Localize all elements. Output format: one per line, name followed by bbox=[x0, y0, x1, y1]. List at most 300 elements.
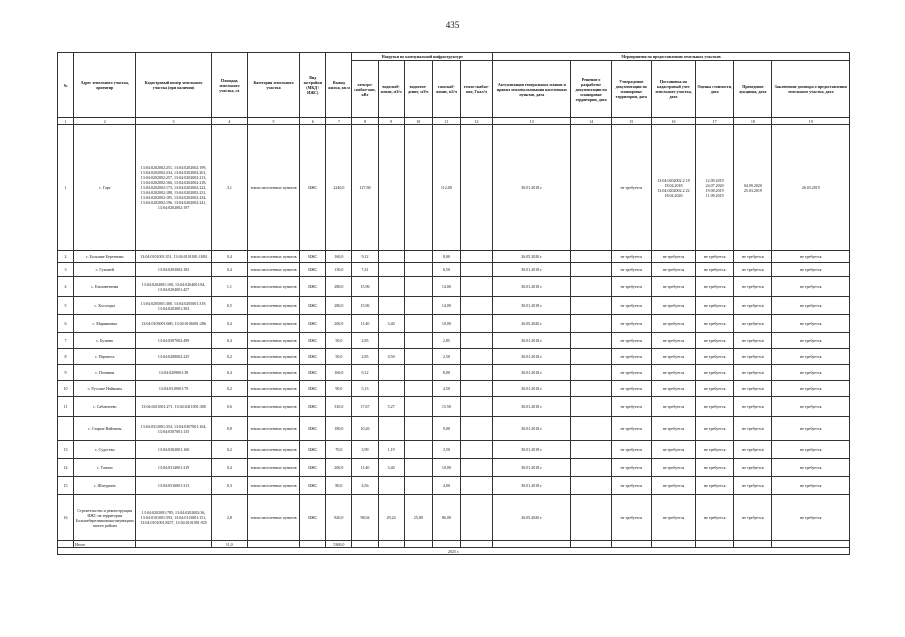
row-number: 6 bbox=[58, 315, 74, 333]
header-col-2: Адрес земельного участка, ориентир bbox=[74, 53, 136, 118]
contract-date: не требуется bbox=[772, 297, 850, 315]
water-supply bbox=[378, 381, 404, 397]
planning-decision bbox=[571, 397, 611, 417]
water-disposal bbox=[404, 263, 432, 277]
table-row bbox=[58, 365, 850, 381]
valuation-date: не требуется bbox=[696, 333, 734, 349]
planning-decision bbox=[571, 333, 611, 349]
water-supply bbox=[378, 263, 404, 277]
cadastral-registration: не требуется bbox=[651, 365, 695, 381]
heat-supply bbox=[460, 477, 492, 495]
water-disposal bbox=[404, 349, 432, 365]
cadastral-registration: не требуется bbox=[651, 251, 695, 263]
water-supply bbox=[378, 477, 404, 495]
auction-date: 04.09.2020 25.03.2019 bbox=[734, 125, 772, 251]
header-col-18: Проведение аукциона, дата bbox=[734, 61, 772, 118]
water-supply: 3,40 bbox=[378, 459, 404, 477]
header-col-15: Утверждение документации по планировке территории, дата bbox=[611, 61, 651, 118]
column-number-row bbox=[58, 118, 850, 125]
area: 0,4 bbox=[211, 263, 247, 277]
row-number bbox=[58, 417, 74, 441]
water-supply bbox=[378, 125, 404, 251]
header-col-3: Кадастровый номер земельного участка (при наличии) bbox=[136, 53, 211, 118]
address: Строительство и реконструкция ИЖС на территории Большеберезниковскогомуниципального района bbox=[74, 495, 136, 541]
building-type: ИЖС bbox=[300, 263, 326, 277]
valuation-date: не требуется bbox=[696, 315, 734, 333]
header-col-14: Решение о разработке документации по планировке территории, дата bbox=[571, 61, 611, 118]
water-supply bbox=[378, 251, 404, 263]
cadastral-number: 13:04:0202001:785, 13:04:0202002:36, 13:04:0101001:593, 13:04:0113001:151, 13:04:0101001:8257, 13:04:0101001:925 bbox=[136, 495, 211, 541]
column-number: 13 bbox=[493, 118, 571, 125]
area: 0,4 bbox=[211, 315, 247, 333]
valuation-date: не требуется bbox=[696, 459, 734, 477]
auction-date: не требуется bbox=[734, 477, 772, 495]
cadastral-number: 13:04:0209001:38 bbox=[136, 365, 211, 381]
planning-approval: не требуется bbox=[611, 297, 651, 315]
cadastral-registration: не требуется bbox=[651, 263, 695, 277]
address: с. Бузаево bbox=[74, 333, 136, 349]
general-plan-date: 30.01.2018 г. bbox=[493, 441, 571, 459]
gas-supply: 14,00 bbox=[432, 277, 460, 297]
land-category: земли населенных пунктов bbox=[247, 297, 299, 315]
housing-output: 90,0 bbox=[326, 381, 352, 397]
water-disposal bbox=[404, 333, 432, 349]
housing-output: 200,0 bbox=[326, 459, 352, 477]
planning-approval: не требуется bbox=[611, 125, 651, 251]
land-category: земли населенных пунктов bbox=[247, 459, 299, 477]
header-group-infra: Нагрузки по коммунальной инфраструктуре bbox=[352, 53, 493, 61]
area: 3,1 bbox=[211, 125, 247, 251]
row-number: 2 bbox=[58, 251, 74, 263]
electricity: 127,68 bbox=[352, 125, 378, 251]
address: с. Русские Найманы bbox=[74, 381, 136, 397]
water-disposal bbox=[404, 315, 432, 333]
contract-date: не требуется bbox=[772, 333, 850, 349]
contract-date: не требуется bbox=[772, 381, 850, 397]
valuation-date: не требуется bbox=[696, 365, 734, 381]
header-col-19: Заключение договора о предоставлении земельного участка, дата bbox=[772, 61, 850, 118]
contract-date: не требуется bbox=[772, 251, 850, 263]
general-plan-date: 30.01.2018 г. bbox=[493, 365, 571, 381]
area: 0,4 bbox=[211, 365, 247, 381]
year-row bbox=[58, 548, 850, 555]
gas-supply: 4,50 bbox=[432, 381, 460, 397]
header-col-17: Оценка стоимости, дата bbox=[696, 61, 734, 118]
cadastral-number: 13:04:0202002:251, 13:04:0202002:199, 13:04:0202002:234, 13:04:0202002:201, 13:04:0202002:257, 13:04:0202002:213, 13:04:0202002:166, 13:04:0202002:218, 13:04:0202002:173, 13:04:0202002:222, 13:04:0202002:188, 13:04:0202002:231, 13:04:0202002:185, 13:04:0202002:234, 13:04:0202002:196, 13:04:0202002:241, 13:04:0202002:197 bbox=[136, 125, 211, 251]
column-number: 14 bbox=[571, 118, 611, 125]
heat-supply bbox=[460, 441, 492, 459]
land-category: земли населенных пунктов bbox=[247, 441, 299, 459]
contract-date: не требуется bbox=[772, 459, 850, 477]
gas-supply: 8,00 bbox=[432, 251, 460, 263]
planning-approval: не требуется bbox=[611, 495, 651, 541]
address: с. Большие Березники bbox=[74, 251, 136, 263]
cadastral-number: 13:04:0316001:313 bbox=[136, 477, 211, 495]
building-type: ИЖС bbox=[300, 297, 326, 315]
column-number: 2 bbox=[74, 118, 136, 125]
contract-date: не требуется bbox=[772, 495, 850, 541]
area: 0,4 bbox=[211, 251, 247, 263]
header-group-events: Мероприятия по предоставлению земельных участков bbox=[493, 53, 850, 61]
table-row bbox=[58, 251, 850, 263]
planning-approval: не требуется bbox=[611, 263, 651, 277]
housing-output: 160,0 bbox=[326, 251, 352, 263]
table-row bbox=[58, 477, 850, 495]
header-col-10: водоотве-дение, м3/ч bbox=[404, 61, 432, 118]
general-plan-date: 30.01.2018 г. bbox=[493, 333, 571, 349]
planning-approval: не требуется bbox=[611, 251, 651, 263]
gas-supply: 4,00 bbox=[432, 477, 460, 495]
land-category: земли населенных пунктов bbox=[247, 263, 299, 277]
address: с. Починки bbox=[74, 365, 136, 381]
auction-date: не требуется bbox=[734, 441, 772, 459]
column-number: 1 bbox=[58, 118, 74, 125]
building-type: ИЖС bbox=[300, 477, 326, 495]
general-plan-date: 30.01.2018 г. bbox=[493, 349, 571, 365]
column-number: 6 bbox=[300, 118, 326, 125]
header-col-12: тепло-снабже-ние, Гкал/ч bbox=[460, 61, 492, 118]
header-col-8: электро-снабже-ние, кВт bbox=[352, 61, 378, 118]
column-number: 15 bbox=[611, 118, 651, 125]
column-number: 8 bbox=[352, 118, 378, 125]
auction-date: не требуется bbox=[734, 263, 772, 277]
auction-date: не требуется bbox=[734, 333, 772, 349]
general-plan-date: 30.01.2018 г. bbox=[493, 277, 571, 297]
gas-supply: 86,00 bbox=[432, 495, 460, 541]
cadastral-registration: не требуется bbox=[651, 495, 695, 541]
contract-date: 26.03.2019 bbox=[772, 125, 850, 251]
row-number: 10 bbox=[58, 381, 74, 397]
water-disposal bbox=[404, 277, 432, 297]
water-disposal bbox=[404, 477, 432, 495]
land-category: земли населенных пунктов bbox=[247, 315, 299, 333]
water-supply bbox=[378, 365, 404, 381]
area: 0,4 bbox=[211, 333, 247, 349]
area: 0,2 bbox=[211, 441, 247, 459]
area: 2,8 bbox=[211, 495, 247, 541]
water-supply bbox=[378, 277, 404, 297]
column-number: 3 bbox=[136, 118, 211, 125]
table-body bbox=[58, 125, 850, 541]
contract-date: не требуется bbox=[772, 263, 850, 277]
area: 0,8 bbox=[211, 417, 247, 441]
building-type: ИЖС bbox=[300, 251, 326, 263]
cadastral-registration: 13:04:0202002:2 18 18.04.2018 13:04:0202002:2 22 18.04.2020 bbox=[651, 125, 695, 251]
auction-date: не требуется bbox=[734, 251, 772, 263]
row-number: 5 bbox=[58, 297, 74, 315]
heat-supply bbox=[460, 495, 492, 541]
building-type: ИЖС bbox=[300, 315, 326, 333]
address: с. Елизаветинка bbox=[74, 277, 136, 297]
building-type: ИЖС bbox=[300, 397, 326, 417]
cadastral-registration: не требуется bbox=[651, 315, 695, 333]
water-supply: 1,19 bbox=[378, 441, 404, 459]
general-plan-date: 30.01.2018 г. bbox=[493, 417, 571, 441]
auction-date: не требуется bbox=[734, 349, 772, 365]
water-supply: 29,24 bbox=[378, 495, 404, 541]
gas-supply: 8,00 bbox=[432, 365, 460, 381]
planning-approval: не требуется bbox=[611, 333, 651, 349]
valuation-date: 12.09.2019 24.07.2020 19.08.2019 11.09.2019 bbox=[696, 125, 734, 251]
cadastral-number: 13:04:0208002:225 bbox=[136, 349, 211, 365]
water-disposal bbox=[404, 441, 432, 459]
contract-date: не требуется bbox=[772, 477, 850, 495]
auction-date: не требуется bbox=[734, 417, 772, 441]
valuation-date: не требуется bbox=[696, 417, 734, 441]
column-number: 4 bbox=[211, 118, 247, 125]
electricity: 15,96 bbox=[352, 277, 378, 297]
water-supply bbox=[378, 333, 404, 349]
year-label: 2025 г. bbox=[58, 548, 850, 555]
row-number: 3 bbox=[58, 263, 74, 277]
column-number: 10 bbox=[404, 118, 432, 125]
area: 0,6 bbox=[211, 397, 247, 417]
gas-supply: 3,50 bbox=[432, 441, 460, 459]
auction-date: не требуется bbox=[734, 397, 772, 417]
auction-date: не требуется bbox=[734, 365, 772, 381]
address: с. Тазино bbox=[74, 459, 136, 477]
cadastral-registration: не требуется bbox=[651, 333, 695, 349]
table-row bbox=[58, 441, 850, 459]
general-plan-date: 30.01.2018 г. bbox=[493, 125, 571, 251]
general-plan-date: 26.05.2020 г. bbox=[493, 315, 571, 333]
row-number: 16 bbox=[58, 495, 74, 541]
header-col-7: Вывод жилья, кв.м bbox=[326, 53, 352, 118]
auction-date: не требуется bbox=[734, 495, 772, 541]
address: с. Шигурино bbox=[74, 477, 136, 495]
cadastral-number: 13:04:0302001:160 bbox=[136, 441, 211, 459]
header-col-6: Вид застройки (МКД / ИЖС) bbox=[300, 53, 326, 118]
building-type: ИЖС bbox=[300, 277, 326, 297]
planning-decision bbox=[571, 459, 611, 477]
housing-output: 50,0 bbox=[326, 333, 352, 349]
land-category: земли населенных пунктов bbox=[247, 125, 299, 251]
header-col-4: Площадь земельного участка, га bbox=[211, 53, 247, 118]
planning-decision bbox=[571, 297, 611, 315]
land-category: земли населенных пунктов bbox=[247, 381, 299, 397]
cadastral-registration: не требуется bbox=[651, 459, 695, 477]
electricity: 4,56 bbox=[352, 477, 378, 495]
heat-supply bbox=[460, 125, 492, 251]
land-category: земли населенных пунктов bbox=[247, 477, 299, 495]
valuation-date: не требуется bbox=[696, 397, 734, 417]
housing-output: 70,0 bbox=[326, 441, 352, 459]
row-number: 7 bbox=[58, 333, 74, 349]
row-number: 15 bbox=[58, 477, 74, 495]
housing-output: 130,0 bbox=[326, 263, 352, 277]
column-number: 9 bbox=[378, 118, 404, 125]
cadastral-number: 13:04:0411001:271, 13:04:0411001:300 bbox=[136, 397, 211, 417]
land-category: земли населенных пунктов bbox=[247, 251, 299, 263]
table-row bbox=[58, 417, 850, 441]
cadastral-registration: не требуется bbox=[651, 441, 695, 459]
column-number: 18 bbox=[734, 118, 772, 125]
planning-decision bbox=[571, 441, 611, 459]
heat-supply bbox=[460, 315, 492, 333]
building-type: ИЖС bbox=[300, 333, 326, 349]
planning-approval: не требуется bbox=[611, 365, 651, 381]
housing-output: 280,0 bbox=[326, 297, 352, 315]
building-type: ИЖС bbox=[300, 365, 326, 381]
cadastral-number: 13:04:0205001:300, 13:04:0205001:319, 13:04:0203001:303 bbox=[136, 297, 211, 315]
planning-decision bbox=[571, 417, 611, 441]
table-row bbox=[58, 495, 850, 541]
contract-date: не требуется bbox=[772, 349, 850, 365]
building-type: ИЖС bbox=[300, 459, 326, 477]
heat-supply bbox=[460, 459, 492, 477]
water-disposal bbox=[404, 459, 432, 477]
housing-output: 50,0 bbox=[326, 349, 352, 365]
electricity: 2,85 bbox=[352, 349, 378, 365]
heat-supply bbox=[460, 397, 492, 417]
header-col-13: Актуализация генеральных планов и правил землепользования населенных пунктов, дата bbox=[493, 61, 571, 118]
building-type: ИЖС bbox=[300, 125, 326, 251]
valuation-date: не требуется bbox=[696, 495, 734, 541]
address: с. Гарт bbox=[74, 125, 136, 251]
water-supply: 5,27 bbox=[378, 397, 404, 417]
address: с. Марьяновка bbox=[74, 315, 136, 333]
planning-approval: не требуется bbox=[611, 397, 651, 417]
water-supply: 3,40 bbox=[378, 315, 404, 333]
building-type: ИЖС bbox=[300, 381, 326, 397]
gas-supply: 112,00 bbox=[432, 125, 460, 251]
water-disposal bbox=[404, 297, 432, 315]
electricity: 9,12 bbox=[352, 365, 378, 381]
contract-date: не требуется bbox=[772, 397, 850, 417]
electricity: 2,85 bbox=[352, 333, 378, 349]
header-col-11: газоснаб-жение, м3/ч bbox=[432, 61, 460, 118]
gas-supply: 6,50 bbox=[432, 263, 460, 277]
water-supply bbox=[378, 297, 404, 315]
contract-date: не требуется bbox=[772, 365, 850, 381]
planning-decision bbox=[571, 477, 611, 495]
valuation-date: не требуется bbox=[696, 349, 734, 365]
total-area: 11,0 bbox=[211, 541, 247, 548]
building-type: ИЖС bbox=[300, 417, 326, 441]
heat-supply bbox=[460, 251, 492, 263]
water-supply: 0,50 bbox=[378, 349, 404, 365]
gas-supply: 10,00 bbox=[432, 459, 460, 477]
table-row bbox=[58, 459, 850, 477]
planning-approval: не требуется bbox=[611, 459, 651, 477]
total-label: Итого bbox=[74, 541, 136, 548]
land-plots-table bbox=[57, 52, 850, 555]
auction-date: не требуется bbox=[734, 459, 772, 477]
row-number: 8 bbox=[58, 349, 74, 365]
electricity: 10,26 bbox=[352, 417, 378, 441]
planning-approval: не требуется bbox=[611, 349, 651, 365]
cadastral-registration: не требуется bbox=[651, 381, 695, 397]
row-number: 1 bbox=[58, 125, 74, 251]
area: 1,1 bbox=[211, 277, 247, 297]
electricity: 98,04 bbox=[352, 495, 378, 541]
planning-decision bbox=[571, 125, 611, 251]
building-type: ИЖС bbox=[300, 349, 326, 365]
planning-decision bbox=[571, 315, 611, 333]
cadastral-registration: не требуется bbox=[651, 397, 695, 417]
planning-approval: не требуется bbox=[611, 441, 651, 459]
cadastral-number: 13:04:0310001:79 bbox=[136, 381, 211, 397]
cadastral-number: 13:04:0312001:354, 13:04:0307001:164, 13:04:0307001:135 bbox=[136, 417, 211, 441]
table-row bbox=[58, 381, 850, 397]
planning-decision bbox=[571, 381, 611, 397]
row-number: 13 bbox=[58, 441, 74, 459]
table-row bbox=[58, 333, 850, 349]
contract-date: не требуется bbox=[772, 315, 850, 333]
column-number: 17 bbox=[696, 118, 734, 125]
heat-supply bbox=[460, 263, 492, 277]
general-plan-date: 30.01.2018 г. bbox=[493, 381, 571, 397]
cadastral-number: 13:04:0101001:351, 13:04:0101001:1084 bbox=[136, 251, 211, 263]
address: с. Судосево bbox=[74, 441, 136, 459]
heat-supply bbox=[460, 417, 492, 441]
auction-date: не требуется bbox=[734, 297, 772, 315]
land-category: земли населенных пунктов bbox=[247, 397, 299, 417]
header-col-9: водоснаб-жение, м3/ч bbox=[378, 61, 404, 118]
valuation-date: не требуется bbox=[696, 277, 734, 297]
land-category: земли населенных пунктов bbox=[247, 349, 299, 365]
planning-approval: не требуется bbox=[611, 477, 651, 495]
general-plan-date: 30.01.2018 г. bbox=[493, 397, 571, 417]
column-number: 7 bbox=[326, 118, 352, 125]
cadastral-number: 13:04:0204001:100, 13:04:0204001:84, 13:04:0204001:457 bbox=[136, 277, 211, 297]
housing-output: 820,0 bbox=[326, 495, 352, 541]
table-row bbox=[58, 349, 850, 365]
area: 0,5 bbox=[211, 297, 247, 315]
column-number: 11 bbox=[432, 118, 460, 125]
general-plan-date: 30.01.2018 г. bbox=[493, 297, 571, 315]
contract-date: не требуется bbox=[772, 417, 850, 441]
water-supply bbox=[378, 417, 404, 441]
general-plan-date: 26.05.2020 г. bbox=[493, 495, 571, 541]
housing-output: 310,0 bbox=[326, 397, 352, 417]
header-col-1: № bbox=[58, 53, 74, 118]
planning-decision bbox=[571, 349, 611, 365]
housing-output: 280,0 bbox=[326, 277, 352, 297]
valuation-date: не требуется bbox=[696, 441, 734, 459]
land-category: земли населенных пунктов bbox=[247, 277, 299, 297]
building-type: ИЖС bbox=[300, 495, 326, 541]
auction-date: не требуется bbox=[734, 277, 772, 297]
electricity: 17,67 bbox=[352, 397, 378, 417]
page-number: 435 bbox=[445, 20, 460, 30]
general-plan-date: 30.01.2018 г. bbox=[493, 459, 571, 477]
valuation-date: не требуется bbox=[696, 297, 734, 315]
contract-date: не требуется bbox=[772, 441, 850, 459]
gas-supply: 2,50 bbox=[432, 349, 460, 365]
cadastral-registration: не требуется bbox=[651, 277, 695, 297]
electricity: 5,13 bbox=[352, 381, 378, 397]
address: с. Сабанчеево bbox=[74, 397, 136, 417]
gas-supply: 15,50 bbox=[432, 397, 460, 417]
row-number: 14 bbox=[58, 459, 74, 477]
electricity: 3,99 bbox=[352, 441, 378, 459]
water-disposal: 25,80 bbox=[404, 495, 432, 541]
area: 0,2 bbox=[211, 381, 247, 397]
header-group-row bbox=[58, 53, 850, 61]
address: с. Гузыней bbox=[74, 263, 136, 277]
planning-decision bbox=[571, 251, 611, 263]
cadastral-number: 13:04:0307002:499 bbox=[136, 333, 211, 349]
cadastral-number: 13:04:0314001:319 bbox=[136, 459, 211, 477]
electricity: 11,40 bbox=[352, 315, 378, 333]
water-disposal bbox=[404, 251, 432, 263]
building-type: ИЖС bbox=[300, 441, 326, 459]
table-row bbox=[58, 297, 850, 315]
column-number: 16 bbox=[651, 118, 695, 125]
row-number: 11 bbox=[58, 397, 74, 417]
address: с. Старые Найманы bbox=[74, 417, 136, 441]
